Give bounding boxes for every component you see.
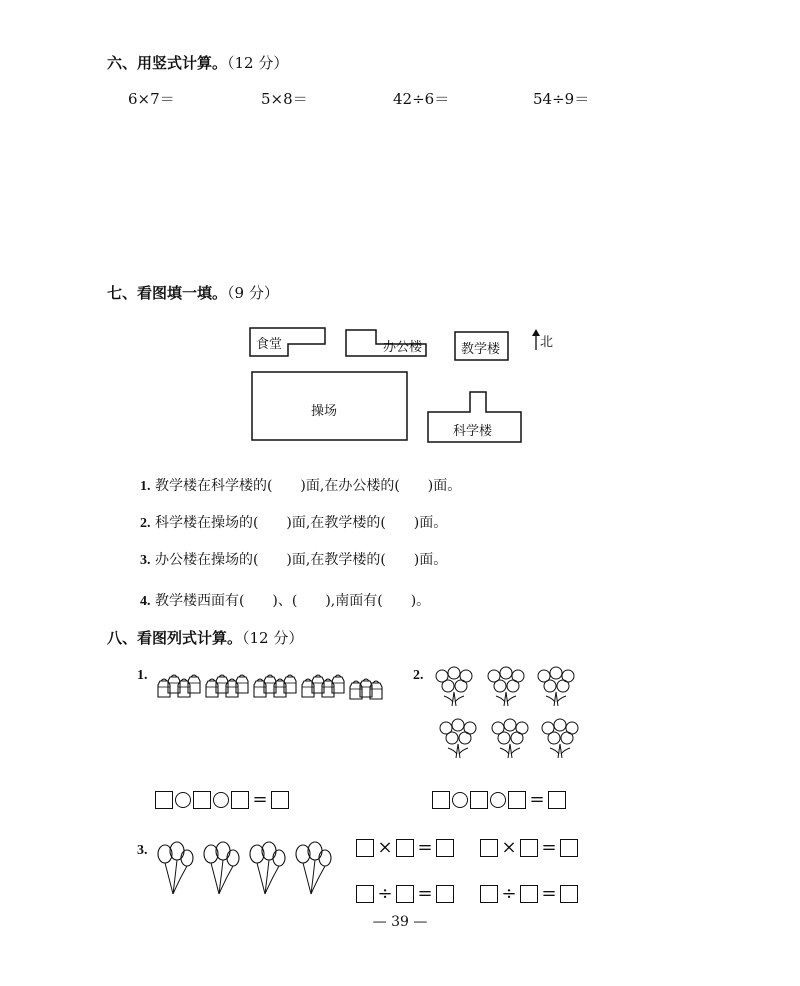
page-number: — 39 — [372, 914, 428, 930]
answer-box[interactable] [436, 885, 454, 903]
problem-3-number: 3. [137, 843, 148, 858]
flower-bunch-3 [538, 667, 574, 706]
equals-sign: = [417, 883, 433, 904]
times-sign: × [377, 837, 393, 858]
section7-heading [107, 282, 279, 303]
answer-box[interactable] [480, 885, 498, 903]
answer-box[interactable] [193, 791, 211, 809]
section8-heading [107, 627, 303, 648]
answer-box[interactable] [508, 791, 526, 809]
problem-2-picture [430, 662, 590, 767]
section8-points: （12 分） [242, 629, 304, 647]
map-label-science: 科学楼 [453, 424, 493, 439]
map-label-playground: 操场 [311, 404, 338, 419]
map-label-north: 北 [540, 335, 554, 350]
section8-title: 八、看图列式计算。 [107, 629, 243, 647]
division-row-1 [356, 885, 454, 903]
map-label-canteen: 食堂 [256, 337, 283, 352]
answer-box[interactable] [356, 839, 374, 857]
calc-problem-4: 54÷9＝ [533, 90, 590, 108]
problem-1-picture [155, 665, 385, 705]
answer-box[interactable] [432, 791, 450, 809]
answer-box[interactable] [356, 885, 374, 903]
problem-2-number: 2. [413, 668, 424, 683]
problem-1-answer-row [155, 791, 289, 809]
equals-sign: = [541, 837, 557, 858]
balloon-bunch-4 [296, 842, 331, 894]
problem-3-picture [155, 840, 340, 900]
operator-circle[interactable] [213, 792, 229, 808]
answer-box[interactable] [271, 791, 289, 809]
section7-title: 七、看图填一填。 [107, 284, 228, 302]
flower-bunch-6 [542, 719, 578, 758]
operator-circle[interactable] [452, 792, 468, 808]
times-sign: × [501, 837, 517, 858]
divide-sign: ÷ [377, 883, 393, 904]
answer-box[interactable] [396, 839, 414, 857]
problem-2-answer-row [432, 791, 566, 809]
answer-box[interactable] [548, 791, 566, 809]
north-arrow-head-icon [532, 329, 540, 336]
flower-bunch-1 [436, 667, 472, 706]
balloon-bunch-2 [204, 842, 239, 894]
equals-sign: = [252, 789, 268, 810]
answer-box[interactable] [436, 839, 454, 857]
division-row-2 [480, 885, 578, 903]
equals-sign: = [541, 883, 557, 904]
equals-sign: = [529, 789, 545, 810]
map-label-teaching: 教学楼 [461, 342, 501, 357]
question-1: 1. 教学楼在科学楼的( )面,在办公楼的( )面。 [140, 478, 462, 494]
calc-problem-1: 6×7＝ [128, 90, 175, 108]
answer-box[interactable] [480, 839, 498, 857]
flower-bunch-5 [492, 719, 528, 758]
section6-points: （12 分） [227, 54, 289, 72]
answer-box[interactable] [560, 885, 578, 903]
object-group-2 [206, 675, 248, 697]
object-group-3 [254, 675, 296, 697]
calc-problem-2: 5×8＝ [261, 90, 308, 108]
map-label-office: 办公楼 [383, 340, 423, 355]
balloon-bunch-3 [250, 842, 285, 894]
flower-bunch-4 [440, 719, 476, 758]
operator-circle[interactable] [490, 792, 506, 808]
multiplication-row-1 [356, 839, 454, 857]
question-4: 4. 教学楼西面有( )、( ),南面有( )。 [140, 593, 431, 609]
calc-problem-3: 42÷6＝ [393, 90, 450, 108]
answer-box[interactable] [560, 839, 578, 857]
multiplication-row-2 [480, 839, 578, 857]
answer-box[interactable] [520, 885, 538, 903]
balloon-bunch-1 [158, 842, 193, 894]
answer-box[interactable] [231, 791, 249, 809]
object-group-5 [350, 679, 382, 699]
equals-sign: = [417, 837, 433, 858]
divide-sign: ÷ [501, 883, 517, 904]
question-3: 3. 办公楼在操场的( )面,在教学楼的( )面。 [140, 552, 448, 568]
answer-box[interactable] [470, 791, 488, 809]
object-group-1 [158, 675, 200, 697]
answer-box[interactable] [396, 885, 414, 903]
section6-heading [107, 52, 288, 73]
section6-title: 六、用竖式计算。 [107, 54, 228, 72]
flower-bunch-2 [488, 667, 524, 706]
answer-box[interactable] [155, 791, 173, 809]
operator-circle[interactable] [175, 792, 191, 808]
section7-points: （9 分） [227, 284, 279, 302]
question-2: 2. 科学楼在操场的( )面,在教学楼的( )面。 [140, 515, 448, 531]
answer-box[interactable] [520, 839, 538, 857]
problem-1-number: 1. [137, 668, 148, 683]
object-group-4 [302, 675, 344, 697]
